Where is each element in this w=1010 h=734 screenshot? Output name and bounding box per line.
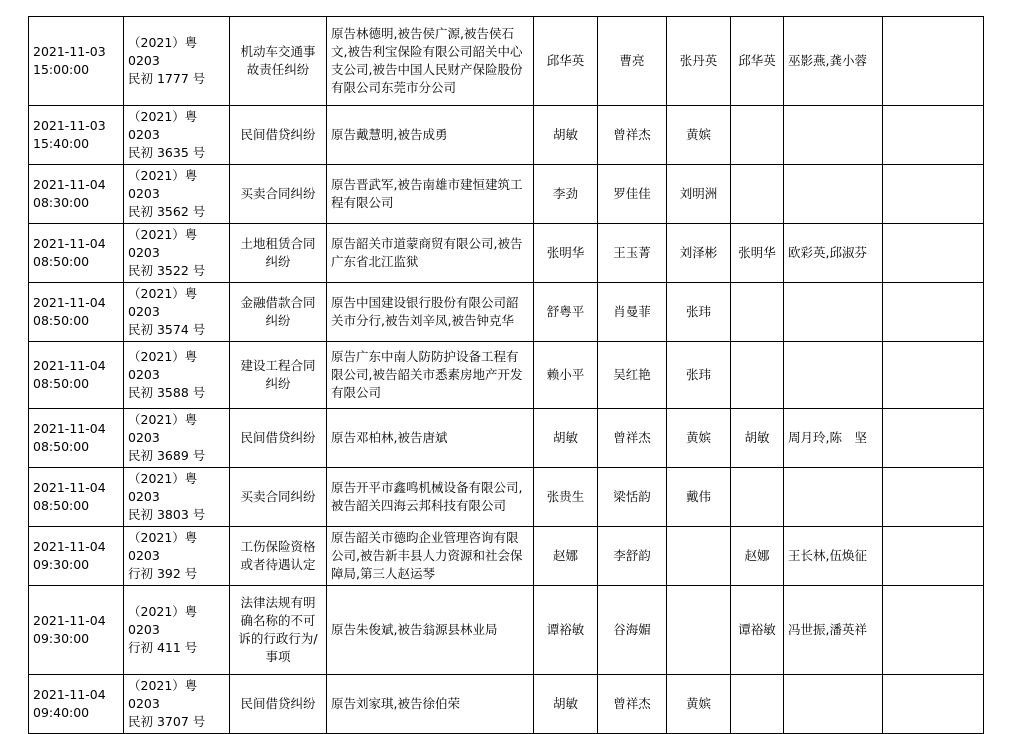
assistant-cell: 黄嫔 <box>667 409 731 468</box>
clerk-cell: 李舒韵 <box>598 527 667 586</box>
parties-cell: 原告晋武军,被告南雄市建恒建筑工程有限公司 <box>327 165 534 224</box>
table-row <box>29 342 984 409</box>
hearing-time-cell: 2021-11-04 08:50:00 <box>29 468 124 527</box>
hearing-time-cell: 2021-11-03 15:00:00 <box>29 17 124 106</box>
extra-cell <box>883 468 984 527</box>
case-cause-cell: 民间借贷纠纷 <box>230 409 327 468</box>
clerk-cell: 曾祥杰 <box>598 675 667 734</box>
case-cause-cell: 建设工程合同 纠纷 <box>230 342 327 409</box>
table-row <box>29 17 984 106</box>
presiding-judge-cell: 赵娜 <box>731 527 784 586</box>
presiding-judge-cell <box>731 342 784 409</box>
assistant-cell: 黄嫔 <box>667 675 731 734</box>
parties-cell: 原告韶关市德昀企业管理咨询有限公司,被告新丰县人力资源和社会保障局,第三人赵运琴 <box>327 527 534 586</box>
hearing-time-cell: 2021-11-04 09:30:00 <box>29 586 124 675</box>
case-cause-cell: 金融借款合同 纠纷 <box>230 283 327 342</box>
hearing-schedule-table <box>28 16 984 734</box>
presiding-judge-cell <box>731 468 784 527</box>
jurors-cell: 周月玲,陈 坚 <box>784 409 883 468</box>
clerk-cell: 曹亮 <box>598 17 667 106</box>
parties-cell: 原告邓柏林,被告唐斌 <box>327 409 534 468</box>
jurors-cell: 冯世振,潘英祥 <box>784 586 883 675</box>
case-number-cell: （2021）粤0203 民初 3689 号 <box>124 409 230 468</box>
case-number-cell: （2021）粤0203 行初 392 号 <box>124 527 230 586</box>
presiding-judge-cell <box>731 283 784 342</box>
case-number-cell: （2021）粤0203 民初 3635 号 <box>124 106 230 165</box>
extra-cell <box>883 409 984 468</box>
judge-cell: 舒粤平 <box>534 283 598 342</box>
case-number-cell: （2021）粤0203 民初 3707 号 <box>124 675 230 734</box>
hearing-time-cell: 2021-11-03 15:40:00 <box>29 106 124 165</box>
case-cause-cell: 工伤保险资格 或者待遇认定 <box>230 527 327 586</box>
table-row <box>29 165 984 224</box>
case-cause-cell: 法律法规有明 确名称的不可 诉的行政行为/ 事项 <box>230 586 327 675</box>
parties-cell: 原告朱俊斌,被告翁源县林业局 <box>327 586 534 675</box>
hearing-time-cell: 2021-11-04 09:30:00 <box>29 527 124 586</box>
jurors-cell <box>784 106 883 165</box>
table-row <box>29 409 984 468</box>
clerk-cell: 罗佳佳 <box>598 165 667 224</box>
judge-cell: 邱华英 <box>534 17 598 106</box>
hearing-time-cell: 2021-11-04 08:50:00 <box>29 224 124 283</box>
assistant-cell: 黄嫔 <box>667 106 731 165</box>
jurors-cell: 巫影燕,龚小蓉 <box>784 17 883 106</box>
extra-cell <box>883 586 984 675</box>
assistant-cell: 刘明洲 <box>667 165 731 224</box>
table-row <box>29 586 984 675</box>
table-row <box>29 283 984 342</box>
parties-cell: 原告林德明,被告侯广源,被告侯石文,被告利宝保险有限公司韶关中心支公司,被告中国人民财产保险股份有限公司东莞市分公司 <box>327 17 534 106</box>
assistant-cell: 刘泽彬 <box>667 224 731 283</box>
case-number-cell: （2021）粤0203 民初 3574 号 <box>124 283 230 342</box>
hearing-time-cell: 2021-11-04 08:50:00 <box>29 409 124 468</box>
case-number-cell: （2021）粤0203 民初 3562 号 <box>124 165 230 224</box>
presiding-judge-cell: 胡敏 <box>731 409 784 468</box>
clerk-cell: 曾祥杰 <box>598 106 667 165</box>
table-row <box>29 224 984 283</box>
hearing-time-cell: 2021-11-04 08:30:00 <box>29 165 124 224</box>
parties-cell: 原告韶关市道蒙商贸有限公司,被告广东省北江监狱 <box>327 224 534 283</box>
hearing-time-cell: 2021-11-04 09:40:00 <box>29 675 124 734</box>
clerk-cell: 谷海媚 <box>598 586 667 675</box>
presiding-judge-cell <box>731 165 784 224</box>
extra-cell <box>883 342 984 409</box>
case-number-cell: （2021）粤0203 民初 3588 号 <box>124 342 230 409</box>
judge-cell: 李劲 <box>534 165 598 224</box>
judge-cell: 张贵生 <box>534 468 598 527</box>
judge-cell: 胡敏 <box>534 106 598 165</box>
clerk-cell: 王玉菁 <box>598 224 667 283</box>
table-row <box>29 106 984 165</box>
presiding-judge-cell: 谭裕敏 <box>731 586 784 675</box>
judge-cell: 谭裕敏 <box>534 586 598 675</box>
table-row <box>29 527 984 586</box>
assistant-cell <box>667 527 731 586</box>
case-cause-cell: 民间借贷纠纷 <box>230 675 327 734</box>
parties-cell: 原告刘家琪,被告徐伯荣 <box>327 675 534 734</box>
jurors-cell <box>784 283 883 342</box>
judge-cell: 胡敏 <box>534 409 598 468</box>
jurors-cell <box>784 342 883 409</box>
table-row <box>29 468 984 527</box>
parties-cell: 原告中国建设银行股份有限公司韶关市分行,被告刘辛凤,被告钟克华 <box>327 283 534 342</box>
parties-cell: 原告广东中南人防防护设备工程有限公司,被告韶关市悉素房地产开发有限公司 <box>327 342 534 409</box>
hearing-time-cell: 2021-11-04 08:50:00 <box>29 283 124 342</box>
case-number-cell: （2021）粤0203 民初 3522 号 <box>124 224 230 283</box>
table-body <box>29 17 984 734</box>
case-cause-cell: 民间借贷纠纷 <box>230 106 327 165</box>
case-cause-cell: 土地租赁合同 纠纷 <box>230 224 327 283</box>
judge-cell: 胡敏 <box>534 675 598 734</box>
clerk-cell: 梁恬韵 <box>598 468 667 527</box>
clerk-cell: 肖曼菲 <box>598 283 667 342</box>
assistant-cell: 张丹英 <box>667 17 731 106</box>
judge-cell: 赖小平 <box>534 342 598 409</box>
presiding-judge-cell <box>731 106 784 165</box>
extra-cell <box>883 675 984 734</box>
judge-cell: 张明华 <box>534 224 598 283</box>
parties-cell: 原告开平市鑫鸣机械设备有限公司,被告韶关四海云邦科技有限公司 <box>327 468 534 527</box>
jurors-cell <box>784 675 883 734</box>
case-number-cell: （2021）粤0203 民初 1777 号 <box>124 17 230 106</box>
extra-cell <box>883 527 984 586</box>
extra-cell <box>883 165 984 224</box>
assistant-cell: 张玮 <box>667 283 731 342</box>
parties-cell: 原告戴慧明,被告成勇 <box>327 106 534 165</box>
extra-cell <box>883 106 984 165</box>
judge-cell: 赵娜 <box>534 527 598 586</box>
extra-cell <box>883 224 984 283</box>
case-cause-cell: 机动车交通事 故责任纠纷 <box>230 17 327 106</box>
clerk-cell: 曾祥杰 <box>598 409 667 468</box>
extra-cell <box>883 283 984 342</box>
assistant-cell: 戴伟 <box>667 468 731 527</box>
jurors-cell: 王长林,伍焕征 <box>784 527 883 586</box>
jurors-cell: 欧彩英,邱淑芬 <box>784 224 883 283</box>
case-number-cell: （2021）粤0203 民初 3803 号 <box>124 468 230 527</box>
assistant-cell: 张玮 <box>667 342 731 409</box>
case-cause-cell: 买卖合同纠纷 <box>230 468 327 527</box>
case-cause-cell: 买卖合同纠纷 <box>230 165 327 224</box>
presiding-judge-cell <box>731 675 784 734</box>
clerk-cell: 吴红艳 <box>598 342 667 409</box>
presiding-judge-cell: 邱华英 <box>731 17 784 106</box>
hearing-time-cell: 2021-11-04 08:50:00 <box>29 342 124 409</box>
presiding-judge-cell: 张明华 <box>731 224 784 283</box>
extra-cell <box>883 17 984 106</box>
case-number-cell: （2021）粤0203 行初 411 号 <box>124 586 230 675</box>
assistant-cell <box>667 586 731 675</box>
jurors-cell <box>784 165 883 224</box>
table-row <box>29 675 984 734</box>
jurors-cell <box>784 468 883 527</box>
